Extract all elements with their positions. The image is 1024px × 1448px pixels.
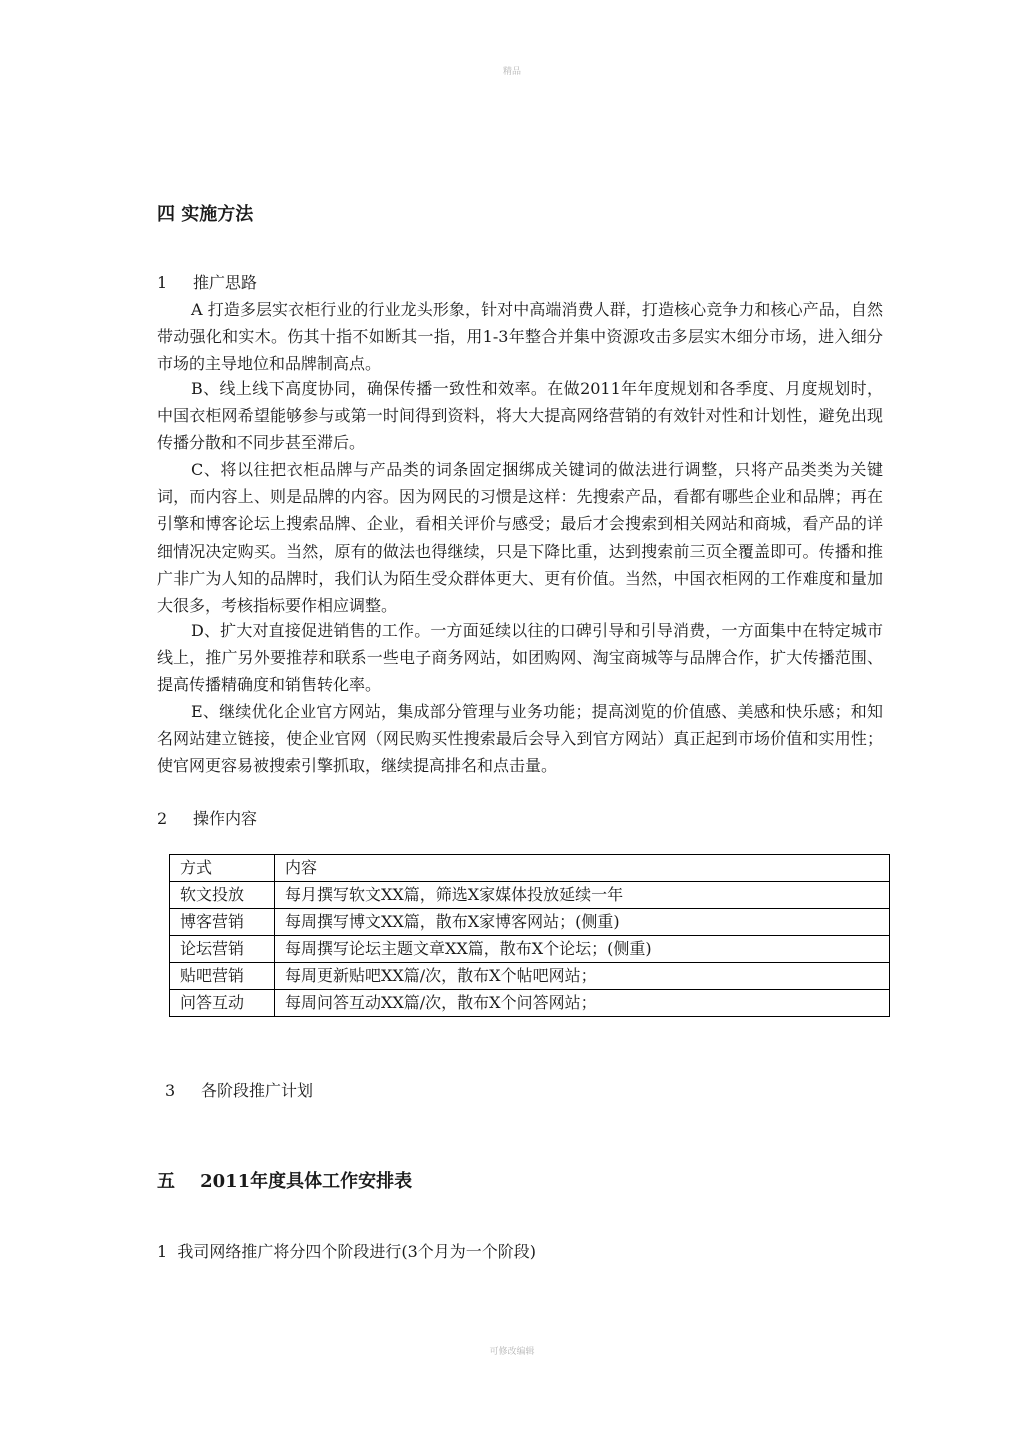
- subheading-number: 2: [157, 809, 168, 828]
- table-cell: 问答互动: [170, 990, 275, 1017]
- table-cell: 每月撰写软文XX篇，筛选X家媒体投放延续一年: [275, 882, 890, 909]
- footer-watermark: 可修改编辑: [489, 1347, 535, 1357]
- subheading-operations: [157, 806, 257, 829]
- table-header-row: [170, 855, 890, 882]
- table-cell: 每周撰写博文XX篇，散布X家博客网站；(侧重): [275, 909, 890, 936]
- table-cell: 贴吧营销: [170, 963, 275, 990]
- paragraph-d: D、扩大对直接促进销售的工作。一方面延续以往的口碑引导和引导消费，一方面集中在特定城市线上，推广另外要推荐和联系一些电子商务网站，如团购网、淘宝商城等与品牌合作，扩大传播范围、提高传播精确度和销售转化率。: [157, 621, 883, 695]
- table-cell: 论坛营销: [170, 936, 275, 963]
- header-watermark: 精品: [502, 67, 521, 77]
- subheading-label: 各阶段推广计划: [201, 1081, 314, 1100]
- operations-table: [169, 854, 890, 1017]
- subheading-number: 1: [157, 273, 168, 292]
- subheading-number: 3: [165, 1081, 176, 1100]
- table-cell: 博客营销: [170, 909, 275, 936]
- table-cell: 每周更新贴吧XX篇/次，散布X个帖吧网站；: [275, 963, 890, 990]
- subheading-label: 推广思路: [193, 273, 258, 292]
- table-row: [170, 882, 890, 909]
- table-row: [170, 963, 890, 990]
- table-header-cell: 内容: [275, 855, 890, 882]
- table-header-cell: 方式: [170, 855, 275, 882]
- table-row: [170, 936, 890, 963]
- table-row: [170, 990, 890, 1017]
- paragraph-a: A 打造多层实衣柜行业的行业龙头形象，针对中高端消费人群，打造核心竞争力和核心产品，自然带动强化和实木。伤其十指不如断其一指，用1-3年整合并集中资源攻击多层实木细分市场，进入细分市场的主导地位和品牌制高点。: [157, 300, 883, 374]
- table-cell: 每周问答互动XX篇/次，散布X个问答网站；: [275, 990, 890, 1017]
- section-4-title: 四 实施方法: [157, 204, 254, 225]
- subheading-promotion-idea: [157, 270, 257, 293]
- table-cell: 每周撰写论坛主题文章XX篇，散布X个论坛；(侧重): [275, 936, 890, 963]
- subheading-stage-plan: [165, 1078, 313, 1101]
- table-cell: 软文投放: [170, 882, 275, 909]
- table-row: [170, 909, 890, 936]
- paragraph-b: B、线上线下高度协同，确保传播一致性和效率。在做2011年年度规划和各季度、月度规划时，中国衣柜网希望能够参与或第一时间得到资料，将大大提高网络营销的有效针对性和计划性，避免出现传播分散和不同步甚至滞后。: [157, 379, 883, 453]
- paragraph-e: E、继续优化企业官方网站，集成部分管理与业务功能；提高浏览的价值感、美感和快乐感；和知名网站建立链接，使企业官网（网民购买性搜索最后会导入到官方网站）真正起到市场价值和实用性；使官网更容易被搜索引擎抓取，继续提高排名和点击量。: [157, 702, 883, 776]
- stage-intro-line: 1 我司网络推广将分四个阶段进行(3个月为一个阶段): [157, 1242, 537, 1261]
- section-5-title: 五 2011年度具体工作安排表: [157, 1171, 413, 1192]
- paragraph-c: C、将以往把衣柜品牌与产品类的词条固定捆绑成关键词的做法进行调整，只将产品类类为关键词，而内容上、则是品牌的内容。因为网民的习惯是这样：先搜索产品，看都有哪些企业和品牌；再在引擎和博客论坛上搜索品牌、企业，看相关评价与感受；最后才会搜索到相关网站和商城，看产品的详细情况决定购买。当然，原有的做法也得继续，只是下降比重，达到搜索前三页全覆盖即可。传播和推广非广为人知的品牌时，我们认为陌生受众群体更大、更有价值。当然，中国衣柜网的工作难度和量加大很多，考核指标要作相应调整。: [157, 460, 883, 616]
- subheading-label: 操作内容: [193, 809, 258, 828]
